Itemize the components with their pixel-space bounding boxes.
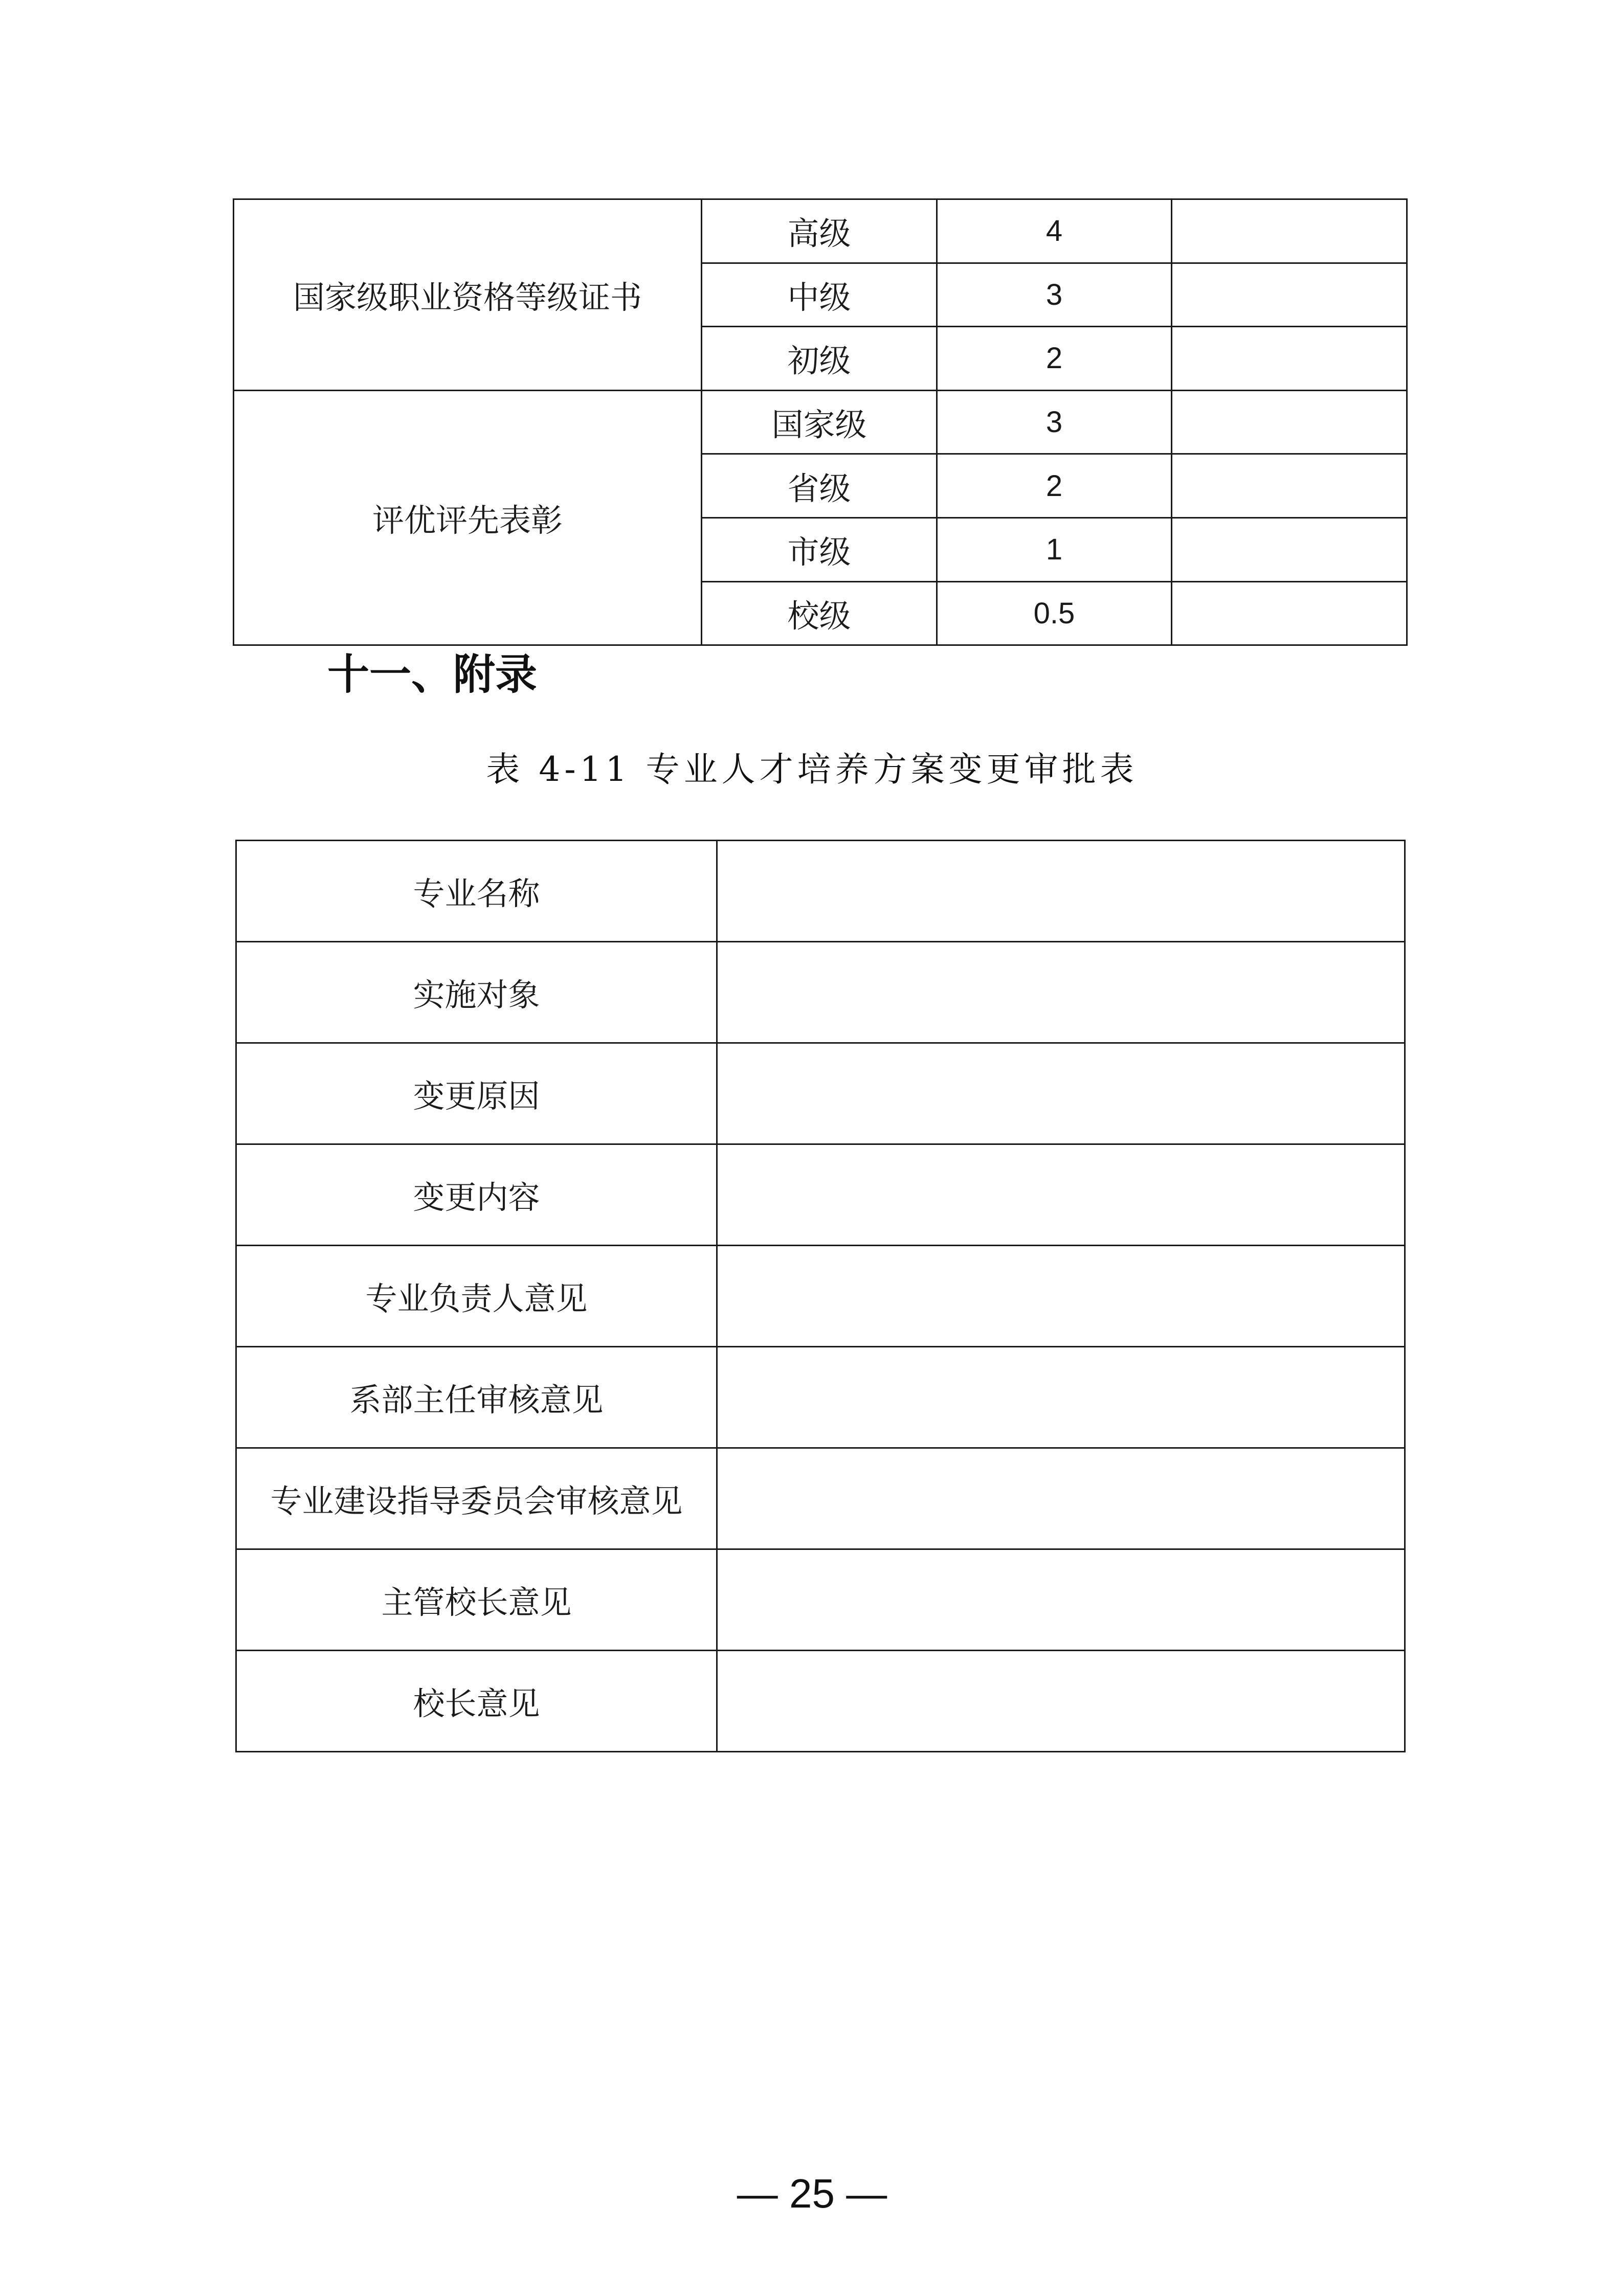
table-row <box>236 1651 1405 1752</box>
level-cell: 省级 <box>702 454 937 518</box>
table-row <box>236 1448 1405 1549</box>
note-cell <box>1172 327 1407 391</box>
score-cell: 3 <box>937 390 1172 454</box>
score-cell: 2 <box>937 327 1172 391</box>
note-cell <box>1172 199 1407 263</box>
field-value-cell[interactable] <box>717 942 1405 1043</box>
score-cell: 1 <box>937 517 1172 581</box>
note-cell <box>1172 390 1407 454</box>
score-cell: 0.5 <box>937 581 1172 645</box>
approval-table <box>235 840 1406 1752</box>
field-label: 校长意见 <box>236 1651 717 1752</box>
field-label: 实施对象 <box>236 942 717 1043</box>
section-heading: 十一、附录 <box>327 650 538 699</box>
page-number: — 25 — <box>737 2171 887 2216</box>
level-cell: 市级 <box>702 517 937 581</box>
note-cell <box>1172 454 1407 518</box>
field-value-cell[interactable] <box>717 1043 1405 1144</box>
note-cell <box>1172 263 1407 327</box>
field-label: 系部主任审核意见 <box>236 1347 717 1448</box>
score-cell: 3 <box>937 263 1172 327</box>
score-table <box>233 198 1408 646</box>
field-value-cell[interactable] <box>717 1144 1405 1246</box>
field-label: 主管校长意见 <box>236 1549 717 1651</box>
table-row <box>236 942 1405 1043</box>
note-cell <box>1172 517 1407 581</box>
level-cell: 国家级 <box>702 390 937 454</box>
table-row <box>236 1246 1405 1347</box>
table-row <box>234 199 1407 263</box>
level-cell: 中级 <box>702 263 937 327</box>
level-cell: 高级 <box>702 199 937 263</box>
score-cell: 4 <box>937 199 1172 263</box>
level-cell: 校级 <box>702 581 937 645</box>
field-value-cell[interactable] <box>717 841 1405 942</box>
table-row <box>236 1144 1405 1246</box>
table-row <box>236 1043 1405 1144</box>
level-cell: 初级 <box>702 327 937 391</box>
field-value-cell[interactable] <box>717 1448 1405 1549</box>
field-value-cell[interactable] <box>717 1549 1405 1651</box>
table-row <box>236 1347 1405 1448</box>
field-value-cell[interactable] <box>717 1347 1405 1448</box>
note-cell <box>1172 581 1407 645</box>
field-value-cell[interactable] <box>717 1246 1405 1347</box>
field-value-cell[interactable] <box>717 1651 1405 1752</box>
category-cell: 国家级职业资格等级证书 <box>234 199 702 391</box>
field-label: 专业建设指导委员会审核意见 <box>236 1448 717 1549</box>
field-label: 变更内容 <box>236 1144 717 1246</box>
table-row <box>234 390 1407 454</box>
score-cell: 2 <box>937 454 1172 518</box>
field-label: 变更原因 <box>236 1043 717 1144</box>
table-row <box>236 841 1405 942</box>
field-label: 专业名称 <box>236 841 717 942</box>
field-label: 专业负责人意见 <box>236 1246 717 1347</box>
table-caption: 表 4-11 专业人才培养方案变更审批表 <box>486 750 1138 789</box>
category-cell: 评优评先表彰 <box>234 390 702 645</box>
table-row <box>236 1549 1405 1651</box>
